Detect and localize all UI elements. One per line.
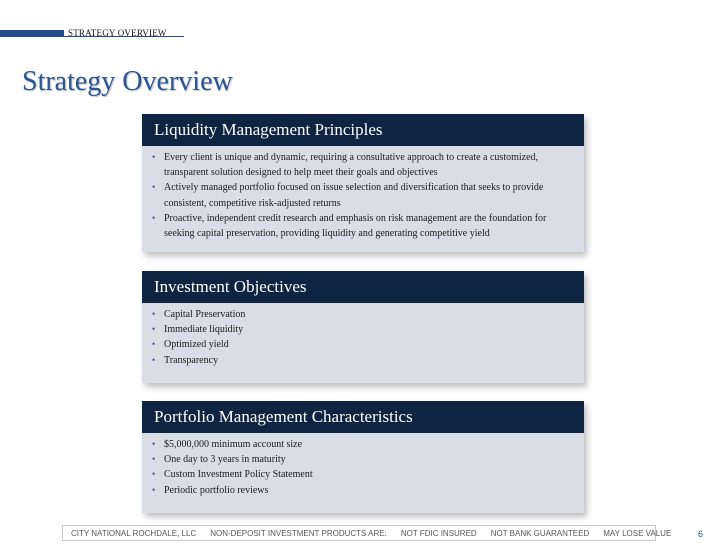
list-item: • Capital Preservation — [154, 307, 574, 322]
header-accent-bar — [0, 30, 64, 37]
list-item: • Optimized yield — [154, 337, 574, 352]
panel-investment-objectives — [142, 271, 584, 383]
list-item: • $5,000,000 minimum account size — [154, 437, 574, 452]
footer-disclosure-intro: NON-DEPOSIT INVESTMENT PRODUCTS ARE: — [210, 528, 387, 538]
list-item: • Transparency — [154, 353, 574, 368]
panel-portfolio-management — [142, 401, 584, 513]
footer-item-not-fdic-insured: NOT FDIC INSURED — [400, 528, 477, 538]
bullet-list — [154, 150, 574, 241]
list-item: • Every client is unique and dynamic, requiring a consultative approach to create a customized, transparent solution designed to help meet their goals and objectives — [154, 150, 574, 180]
footer-disclosure — [62, 525, 672, 541]
list-item: • Immediate liquidity — [154, 322, 574, 337]
panel-body — [142, 433, 584, 513]
footer-item-not-bank-guaranteed: NOT BANK GUARANTEED — [490, 528, 590, 538]
bullet-list — [154, 307, 574, 368]
panel-heading: Portfolio Management Characteristics — [142, 401, 584, 433]
footer-item-may-lose-value: MAY LOSE VALUE — [603, 528, 672, 538]
page-title: Strategy Overview — [22, 66, 233, 97]
panel-heading: Investment Objectives — [142, 271, 584, 303]
panel-body — [142, 303, 584, 383]
list-item: • Custom Investment Policy Statement — [154, 467, 574, 482]
bullet-list — [154, 437, 574, 498]
panel-heading: Liquidity Management Principles — [142, 114, 584, 146]
list-item: • One day to 3 years in maturity — [154, 452, 574, 467]
panel-body — [142, 146, 584, 252]
panel-liquidity-management — [142, 114, 584, 252]
footer-company: CITY NATIONAL ROCHDALE, LLC — [71, 528, 197, 538]
list-item: • Proactive, independent credit research and emphasis on risk management are the foundation for seeking capital preservation, providing liquidity and generating competitive yield — [154, 211, 574, 241]
page-number: 6 — [698, 529, 704, 539]
list-item: • Periodic portfolio reviews — [154, 483, 574, 498]
list-item: • Actively managed portfolio focused on issue selection and diversification that seeks to provide consistent, competitive risk-adjusted returns — [154, 180, 574, 210]
section-label: STRATEGY OVERVIEW — [68, 28, 167, 38]
